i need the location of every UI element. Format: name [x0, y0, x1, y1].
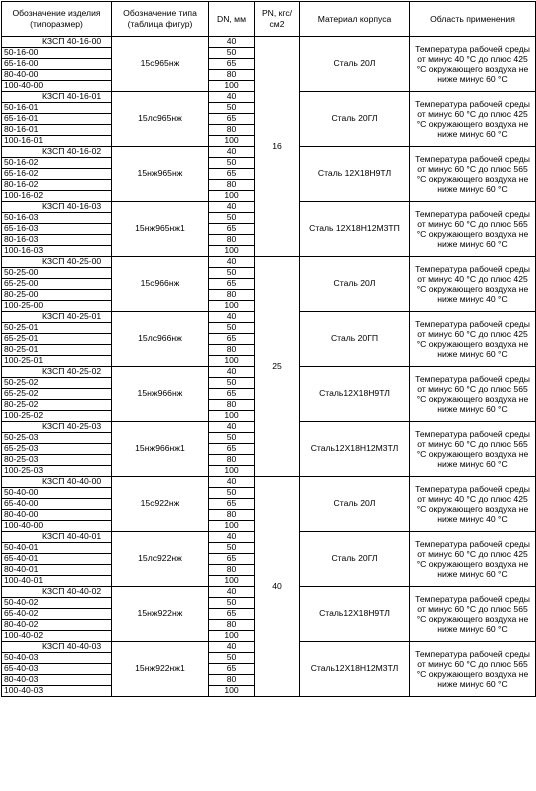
dn-cell: 50 [209, 653, 255, 664]
dn-cell: 65 [209, 224, 255, 235]
material-cell: Сталь12Х18Н12М3ТЛ [300, 422, 410, 477]
designation-cell: 100-40-00 [2, 81, 112, 92]
designation-cell: 65-40-01 [2, 554, 112, 565]
dn-cell: 100 [209, 191, 255, 202]
dn-cell: 50 [209, 598, 255, 609]
designation-cell: 80-40-01 [2, 565, 112, 576]
dn-cell: 100 [209, 631, 255, 642]
dn-cell: 40 [209, 532, 255, 543]
type-figure-cell: 15с966нж [112, 257, 209, 312]
application-cell: Температура рабочей среды от минус 60 °С до плюс 425 °С окружающего воздуха не ниже минус 60 °С [410, 92, 536, 147]
application-cell: Температура рабочей среды от минус 60 °С до плюс 565 °С окружающего воздуха не ниже минус 60 °С [410, 587, 536, 642]
application-cell: Температура рабочей среды от минус 40 °С до плюс 425 °С окружающего воздуха не ниже минус 40 °С [410, 477, 536, 532]
designation-cell: 65-16-00 [2, 59, 112, 70]
dn-cell: 80 [209, 125, 255, 136]
dn-cell: 50 [209, 268, 255, 279]
designation-cell: 100-16-03 [2, 246, 112, 257]
dn-cell: 80 [209, 400, 255, 411]
type-figure-cell: 15нж966нж1 [112, 422, 209, 477]
pn-cell: 25 [255, 257, 300, 477]
application-cell: Температура рабочей среды от минус 40 °С до плюс 425 °С окружающего воздуха не ниже минус 60 °С [410, 37, 536, 92]
designation-cell: 100-25-02 [2, 411, 112, 422]
type-figure-cell: 15нж965нж [112, 147, 209, 202]
dn-cell: 40 [209, 312, 255, 323]
material-cell: Сталь12Х18Н9ТЛ [300, 367, 410, 422]
application-cell: Температура рабочей среды от минус 60 °С до плюс 565 °С окружающего воздуха не ниже минус 60 °С [410, 147, 536, 202]
dn-cell: 50 [209, 48, 255, 59]
designation-cell: 80-25-01 [2, 345, 112, 356]
designation-cell: 50-40-00 [2, 488, 112, 499]
designation-cell: 50-25-03 [2, 433, 112, 444]
designation-cell: 65-16-03 [2, 224, 112, 235]
application-cell: Температура рабочей среды от минус 60 °С до плюс 425 °С окружающего воздуха не ниже минус 60 °С [410, 532, 536, 587]
dn-cell: 100 [209, 81, 255, 92]
dn-cell: 80 [209, 620, 255, 631]
dn-cell: 100 [209, 686, 255, 697]
designation-cell: 80-16-01 [2, 125, 112, 136]
designation-cell: 50-25-00 [2, 268, 112, 279]
material-cell: Сталь 12Х18Н12М3ТП [300, 202, 410, 257]
header-type-figure: Обозначение типа (таблица фигур) [112, 2, 209, 37]
designation-cell: КЗСП 40-16-02 [2, 147, 112, 158]
material-cell: Сталь 20ГП [300, 312, 410, 367]
designation-cell: 80-25-00 [2, 290, 112, 301]
dn-cell: 65 [209, 279, 255, 290]
dn-cell: 80 [209, 565, 255, 576]
dn-cell: 80 [209, 510, 255, 521]
dn-cell: 40 [209, 587, 255, 598]
designation-cell: 65-40-02 [2, 609, 112, 620]
dn-cell: 40 [209, 37, 255, 48]
designation-cell: 100-16-01 [2, 136, 112, 147]
dn-cell: 50 [209, 433, 255, 444]
dn-cell: 100 [209, 136, 255, 147]
designation-cell: 65-25-03 [2, 444, 112, 455]
designation-cell: 50-16-00 [2, 48, 112, 59]
designation-cell: 80-40-02 [2, 620, 112, 631]
dn-cell: 50 [209, 488, 255, 499]
designation-cell: 80-40-00 [2, 70, 112, 81]
designation-cell: 100-40-02 [2, 631, 112, 642]
designation-cell: КЗСП 40-16-00 [2, 37, 112, 48]
dn-cell: 65 [209, 59, 255, 70]
dn-cell: 40 [209, 147, 255, 158]
designation-cell: 50-25-01 [2, 323, 112, 334]
dn-cell: 50 [209, 323, 255, 334]
designation-cell: 100-40-03 [2, 686, 112, 697]
table-row [2, 477, 536, 488]
type-figure-cell: 15лс966нж [112, 312, 209, 367]
application-cell: Температура рабочей среды от минус 60 °С до плюс 565 °С окружающего воздуха не ниже минус 60 °С [410, 367, 536, 422]
designation-cell: 80-16-02 [2, 180, 112, 191]
designation-cell: 65-16-01 [2, 114, 112, 125]
type-figure-cell: 15нж922нж [112, 587, 209, 642]
dn-cell: 80 [209, 675, 255, 686]
dn-cell: 80 [209, 345, 255, 356]
application-cell: Температура рабочей среды от минус 60 °С до плюс 425 °С окружающего воздуха не ниже минус 60 °С [410, 312, 536, 367]
designation-cell: КЗСП 40-25-01 [2, 312, 112, 323]
header-dn: DN, мм [209, 2, 255, 37]
dn-cell: 65 [209, 609, 255, 620]
dn-cell: 100 [209, 466, 255, 477]
dn-cell: 80 [209, 180, 255, 191]
dn-cell: 50 [209, 378, 255, 389]
pn-cell: 40 [255, 477, 300, 697]
dn-cell: 100 [209, 576, 255, 587]
designation-cell: 50-16-02 [2, 158, 112, 169]
dn-cell: 80 [209, 70, 255, 81]
dn-cell: 40 [209, 477, 255, 488]
header-material: Материал корпуса [300, 2, 410, 37]
dn-cell: 50 [209, 158, 255, 169]
header-pn: PN, кгс/см2 [255, 2, 300, 37]
header-row [2, 2, 536, 37]
dn-cell: 40 [209, 367, 255, 378]
designation-cell: 50-25-02 [2, 378, 112, 389]
dn-cell: 50 [209, 213, 255, 224]
type-figure-cell: 15нж922нж1 [112, 642, 209, 697]
material-cell: Сталь 12Х18Н9ТЛ [300, 147, 410, 202]
designation-cell: 65-25-00 [2, 279, 112, 290]
type-figure-cell: 15с922нж [112, 477, 209, 532]
dn-cell: 80 [209, 455, 255, 466]
dn-cell: 40 [209, 257, 255, 268]
designation-cell: КЗСП 40-40-00 [2, 477, 112, 488]
designation-cell: 50-40-01 [2, 543, 112, 554]
designation-cell: 80-25-03 [2, 455, 112, 466]
dn-cell: 40 [209, 422, 255, 433]
dn-cell: 40 [209, 92, 255, 103]
designation-cell: КЗСП 40-16-01 [2, 92, 112, 103]
designation-cell: 50-40-02 [2, 598, 112, 609]
dn-cell: 40 [209, 642, 255, 653]
application-cell: Температура рабочей среды от минус 60 °С до плюс 565 °С окружающего воздуха не ниже минус 60 °С [410, 422, 536, 477]
designation-cell: 50-40-03 [2, 653, 112, 664]
material-cell: Сталь 20Л [300, 257, 410, 312]
dn-cell: 65 [209, 169, 255, 180]
designation-cell: 100-25-03 [2, 466, 112, 477]
designation-cell: 65-25-02 [2, 389, 112, 400]
dn-cell: 65 [209, 664, 255, 675]
designation-cell: 80-25-02 [2, 400, 112, 411]
dn-cell: 50 [209, 103, 255, 114]
type-figure-cell: 15нж966нж [112, 367, 209, 422]
pn-cell: 16 [255, 37, 300, 257]
designation-cell: КЗСП 40-25-03 [2, 422, 112, 433]
designation-cell: 80-16-03 [2, 235, 112, 246]
designation-cell: 50-16-03 [2, 213, 112, 224]
designation-cell: 80-40-00 [2, 510, 112, 521]
designation-cell: КЗСП 40-16-03 [2, 202, 112, 213]
type-figure-cell: 15лс965нж [112, 92, 209, 147]
dn-cell: 65 [209, 444, 255, 455]
dn-cell: 40 [209, 202, 255, 213]
dn-cell: 80 [209, 290, 255, 301]
designation-cell: КЗСП 40-25-02 [2, 367, 112, 378]
designation-cell: КЗСП 40-40-03 [2, 642, 112, 653]
dn-cell: 65 [209, 114, 255, 125]
designation-cell: 100-40-00 [2, 521, 112, 532]
designation-cell: 100-25-00 [2, 301, 112, 312]
material-cell: Сталь 20Л [300, 477, 410, 532]
application-cell: Температура рабочей среды от минус 60 °С до плюс 565 °С окружающего воздуха не ниже минус 60 °С [410, 202, 536, 257]
dn-cell: 100 [209, 301, 255, 312]
designation-cell: КЗСП 40-40-02 [2, 587, 112, 598]
material-cell: Сталь12Х18Н12М3ТЛ [300, 642, 410, 697]
table-row [2, 257, 536, 268]
type-figure-cell: 15нж965нж1 [112, 202, 209, 257]
designation-cell: 100-40-01 [2, 576, 112, 587]
dn-cell: 65 [209, 554, 255, 565]
dn-cell: 65 [209, 499, 255, 510]
dn-cell: 50 [209, 543, 255, 554]
header-application: Область применения [410, 2, 536, 37]
dn-cell: 80 [209, 235, 255, 246]
dn-cell: 65 [209, 334, 255, 345]
table-row [2, 37, 536, 48]
material-cell: Сталь12Х18Н9ТЛ [300, 587, 410, 642]
dn-cell: 100 [209, 356, 255, 367]
dn-cell: 100 [209, 246, 255, 257]
material-cell: Сталь 20ГЛ [300, 532, 410, 587]
type-figure-cell: 15лс922нж [112, 532, 209, 587]
designation-cell: 65-16-02 [2, 169, 112, 180]
designation-cell: 50-16-01 [2, 103, 112, 114]
designation-cell: 65-40-03 [2, 664, 112, 675]
application-cell: Температура рабочей среды от минус 40 °С до плюс 425 °С окружающего воздуха не ниже минус 40 °С [410, 257, 536, 312]
dn-cell: 65 [209, 389, 255, 400]
material-cell: Сталь 20ГЛ [300, 92, 410, 147]
designation-cell: КЗСП 40-25-00 [2, 257, 112, 268]
designation-cell: 65-25-01 [2, 334, 112, 345]
material-cell: Сталь 20Л [300, 37, 410, 92]
designation-cell: 100-16-02 [2, 191, 112, 202]
designation-cell: 80-40-03 [2, 675, 112, 686]
designation-cell: КЗСП 40-40-01 [2, 532, 112, 543]
type-figure-cell: 15с965нж [112, 37, 209, 92]
dn-cell: 100 [209, 411, 255, 422]
designation-cell: 100-25-01 [2, 356, 112, 367]
designation-cell: 65-40-00 [2, 499, 112, 510]
dn-cell: 100 [209, 521, 255, 532]
specification-table [1, 1, 536, 697]
header-designation: Обозначение изделия (типоразмер) [2, 2, 112, 37]
application-cell: Температура рабочей среды от минус 60 °С до плюс 565 °С окружающего воздуха не ниже минус 60 °С [410, 642, 536, 697]
table-body [2, 37, 536, 697]
